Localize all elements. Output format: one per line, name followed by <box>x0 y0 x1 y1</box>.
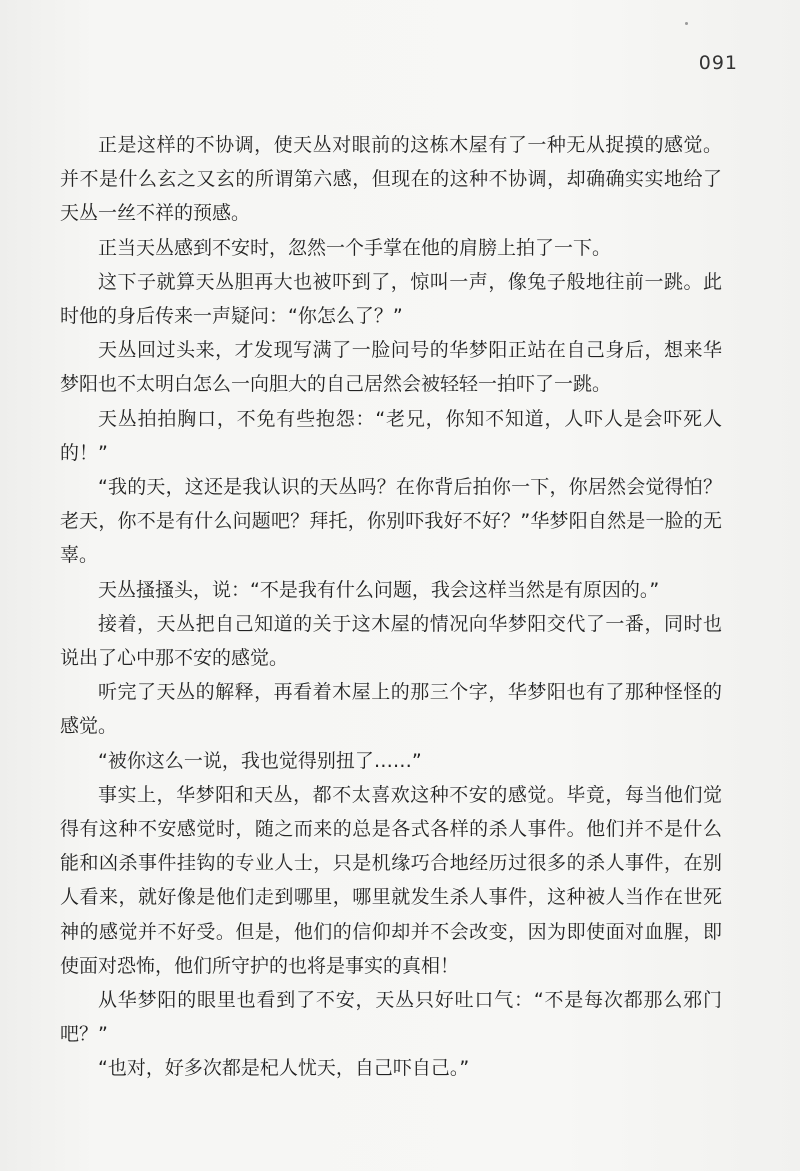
print-speck <box>685 22 688 25</box>
paragraph: 从华梦阳的眼里也看到了不安，天丛只好吐口气：“不是每次都那么邪门吧？” <box>60 989 722 1046</box>
paragraph: 正是这样的不协调，使天丛对眼前的这栋木屋有了一种无从捉摸的感觉。并不是什么玄之又玄的所谓第六感，但现在的这种不协调，却确确实实地给了天丛一丝不祥的预感。 <box>60 134 722 225</box>
paragraph: 事实上，华梦阳和天丛，都不太喜欢这种不安的感觉。毕竟，每当他们觉得有这种不安感觉时，随之而来的总是各式各样的杀人事件。他们并不是什么能和凶杀事件挂钩的专业人士，只是机缘巧合地经历过很多的杀人事件，在别人看来，就好像是他们走到哪里，哪里就发生杀人事件，这种被人当作在世死神的感觉并不好受。但是，他们的信仰却并不会改变，因为即使面对血腥，即使面对恐怖，他们所守护的也将是事实的真相！ <box>60 783 722 977</box>
paragraph: 天丛搔搔头，说：“不是我有什么问题，我会这样当然是有原因的。” <box>98 578 660 601</box>
paragraph: 天丛回过头来，才发现写满了一脸问号的华梦阳正站在自己身后，想来华梦阳也不太明白怎么一向胆大的自己居然会被轻轻一拍吓了一跳。 <box>60 339 722 396</box>
paragraph: “也对，好多次都是杞人忧天，自己吓自己。” <box>98 1057 470 1080</box>
paragraph: “我的天，这还是我认识的天丛吗？在你背后拍你一下，你居然会觉得怕？老天，你不是有什么问题吧？拜托，你别吓我好不好？”华梦阳自然是一脸的无辜。 <box>60 476 722 567</box>
paragraph: 正当天丛感到不安时，忽然一个手掌在他的肩膀上拍了一下。 <box>98 236 612 259</box>
page-number: 091 <box>698 52 738 74</box>
paragraph: 听完了天丛的解释，再看着木屋上的那三个字，华梦阳也有了那种怪怪的感觉。 <box>60 681 722 738</box>
paragraph: 接着，天丛把自己知道的关于这木屋的情况向华梦阳交代了一番，同时也说出了心中那不安的感觉。 <box>60 612 722 670</box>
body-text <box>60 128 722 1086</box>
paragraph: 这下子就算天丛胆再大也被吓到了，惊叫一声，像兔子般地往前一跳。此时他的身后传来一声疑问：“你怎么了？” <box>60 270 722 328</box>
paragraph: 天丛拍拍胸口，不免有些抱怨：“老兄，你知不知道，人吓人是会吓死人的！” <box>60 407 722 464</box>
paragraph: “被你这么一说，我也觉得别扭了……” <box>98 749 422 772</box>
